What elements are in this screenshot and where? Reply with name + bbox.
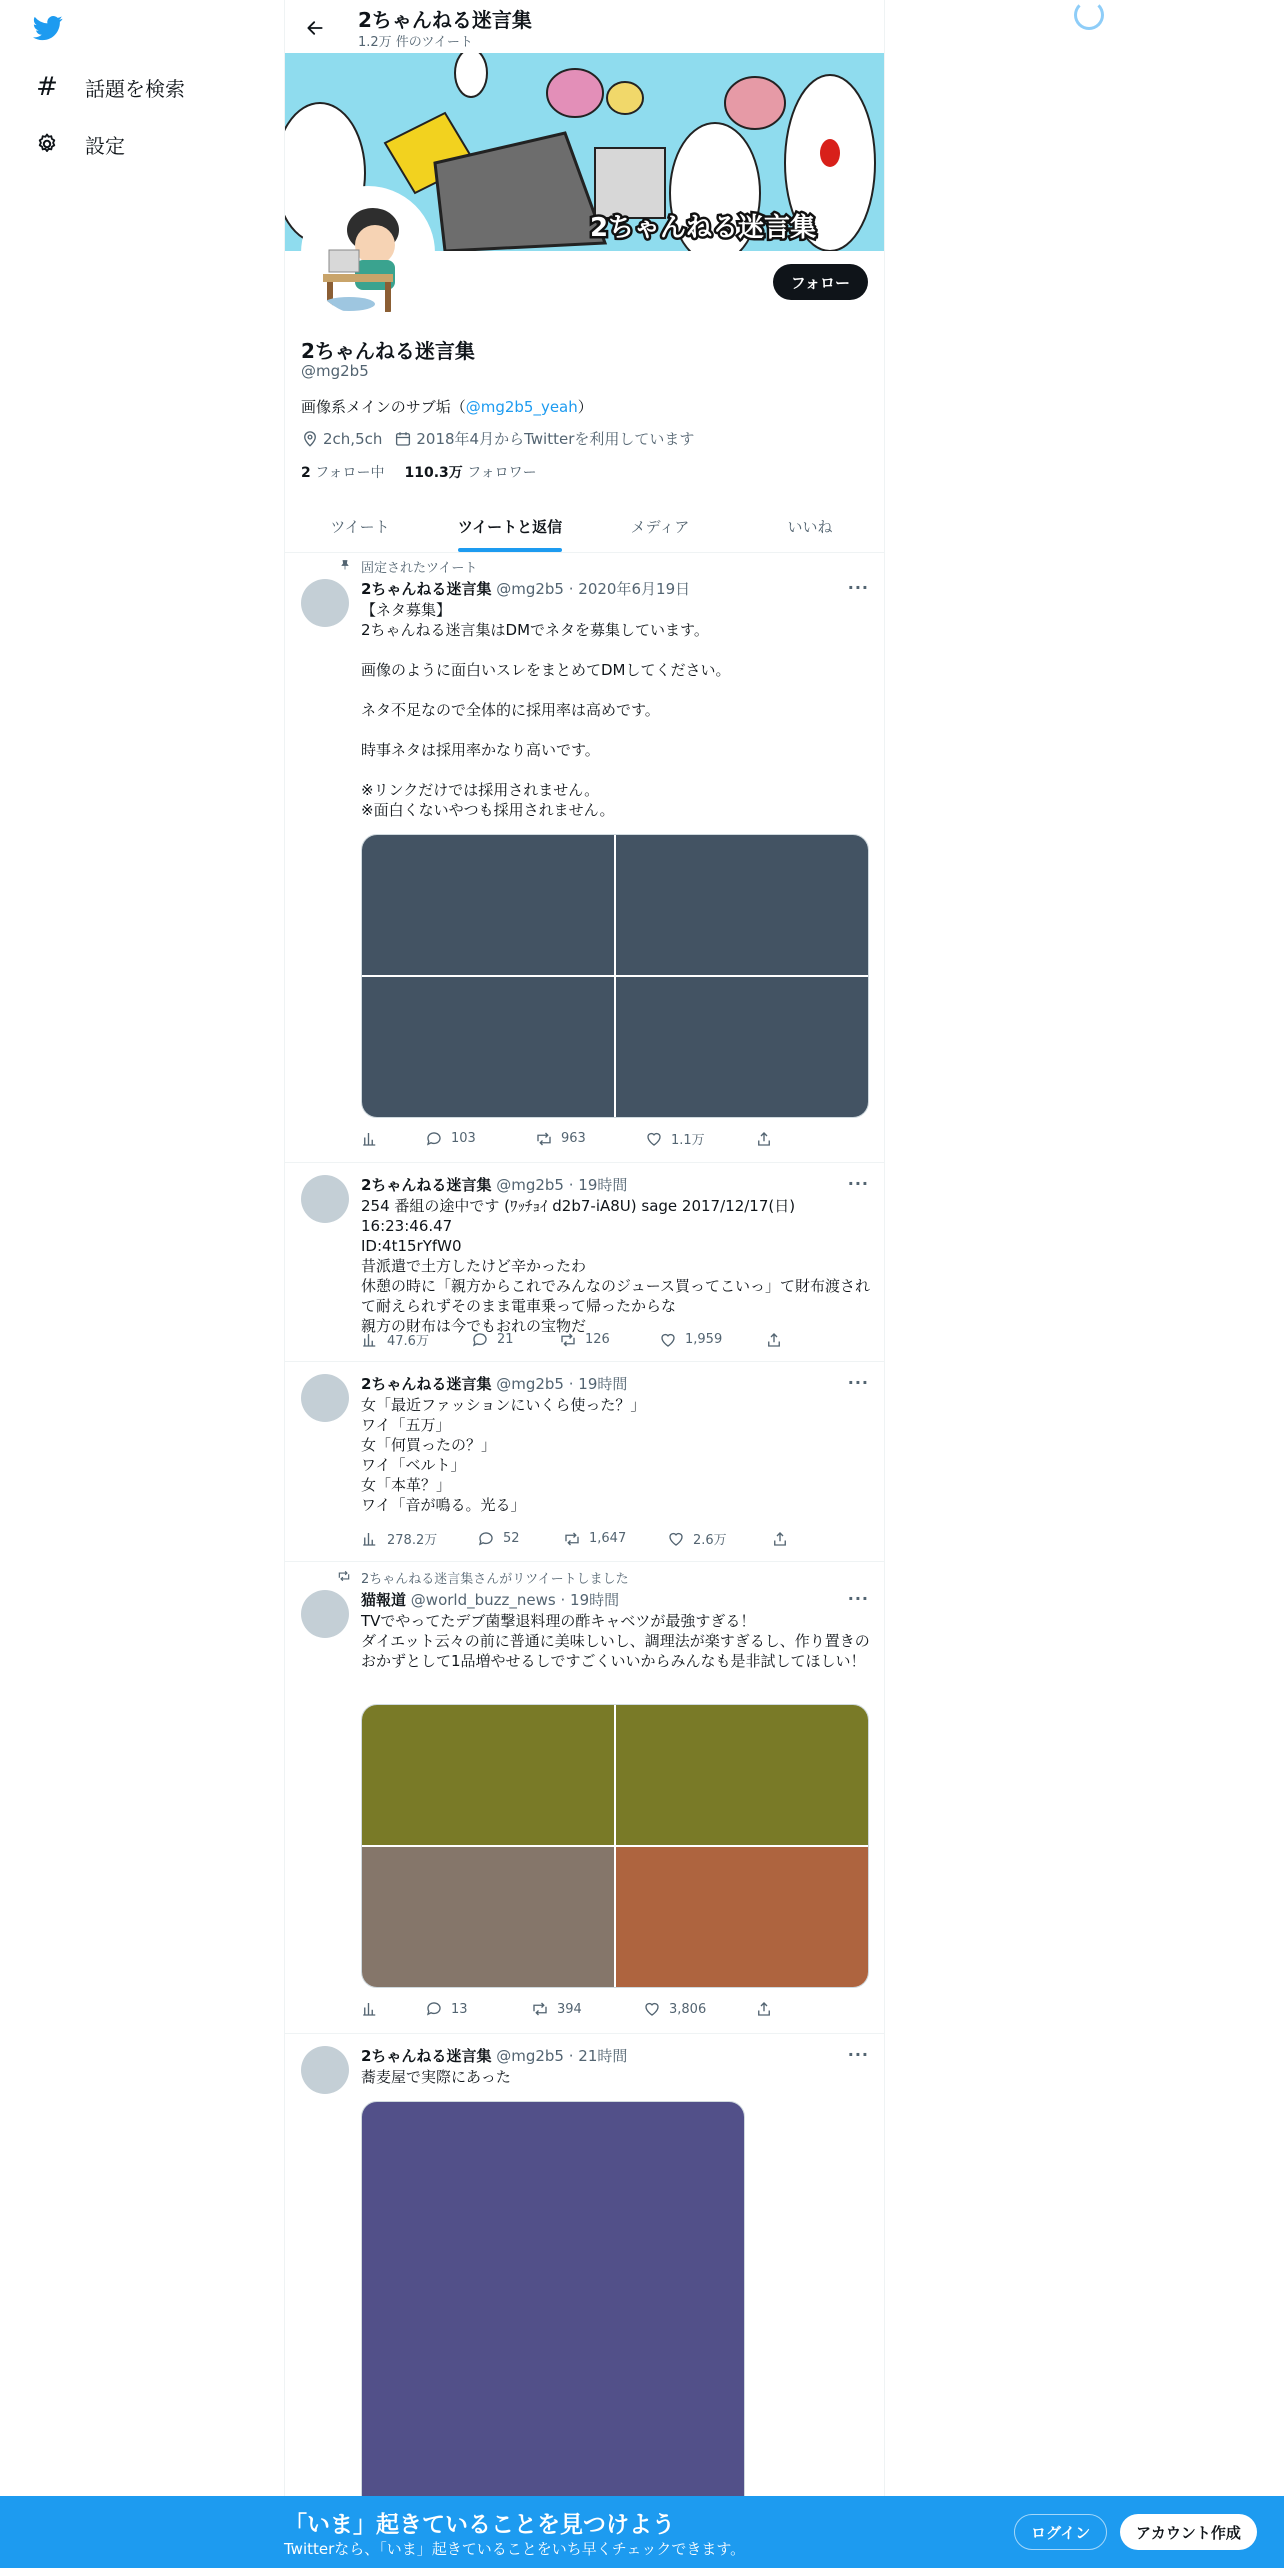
retweet-button[interactable]: 394 [531,2000,643,2018]
author-handle[interactable]: @mg2b5 [496,1375,564,1393]
tab-tweets-and-replies[interactable]: ツイートと返信 [435,500,585,552]
share-button[interactable] [765,1330,783,1349]
profile-stats [301,462,537,482]
profile-tabs [285,500,885,553]
tweet-text: 蕎麦屋で実際にあった [361,2068,511,2086]
analytics-icon [361,1530,379,1548]
retweet-label[interactable]: 2ちゃんねる迷言集さんがリツイートしました [361,1572,629,1587]
tab-likes[interactable]: いいね [787,517,833,536]
calendar-icon [394,430,412,448]
tweet-header [361,1373,627,1394]
tweet-header [361,1589,619,1610]
tweet-actions [361,1129,801,1148]
tab-tweets[interactable]: ツイート [330,517,390,536]
tweet[interactable] [285,2034,885,2568]
share-button[interactable] [771,1529,789,1548]
views-button[interactable]: 47.6万 [361,1330,471,1349]
views-button[interactable]: 278.2万 [361,1529,477,1548]
heart-icon [645,1130,663,1148]
media-image[interactable] [362,1847,614,1987]
bottom-signup-bar [0,2496,1284,2568]
tweet-pinned[interactable] [285,553,885,1163]
media-image[interactable] [362,977,614,1117]
tweet-media-grid [361,1704,869,1988]
reply-button[interactable]: 21 [471,1330,559,1349]
media-image[interactable] [616,977,868,1117]
author-handle[interactable]: @world_buzz_news [410,1591,556,1609]
profile-meta [301,428,694,449]
pinned-context [333,557,477,576]
retweet-button[interactable]: 126 [559,1330,659,1349]
author-name[interactable]: 2ちゃんねる迷言集 [361,580,492,598]
bio-text-end: ） [577,398,593,416]
analytics-icon [361,1130,379,1148]
avatar[interactable] [301,2046,349,2094]
nav-settings[interactable] [33,124,125,164]
pinned-label: 固定されたツイート [361,561,478,576]
nav-explore[interactable] [33,67,185,107]
retweet-icon [559,1331,577,1349]
retweet-icon [531,2000,549,2018]
avatar[interactable] [301,1374,349,1422]
reply-icon [477,1530,495,1548]
heart-icon [643,2000,661,2018]
more-icon[interactable]: ··· [847,1373,869,1392]
tweet-text: 254 番組の途中です (ﾜｯﾁｮｲ d2b7-iA8U) sage 2017/12/17(日) 16:23:46.47 ID:4t15rYfW0 昔派遣で土方したけど辛かったわ 休憩の時に「親方からこれでみんなのジュース買ってこいっ」て財布渡されて耐えられずそのまま電車乗って帰ったからな 親方の財布は今でもおれの宝物だ [361,1197,870,1335]
tweet[interactable] [285,1362,885,1562]
media-image[interactable] [616,1847,868,1987]
heart-icon [659,1331,677,1349]
joined-text: 2018年4月からTwitterを利用しています [416,430,695,448]
retweet-icon [535,1130,553,1148]
share-button[interactable] [755,1129,773,1148]
retweet-button[interactable]: 963 [535,1129,645,1148]
profile-location [301,430,382,448]
following-link[interactable]: 2 フォロー中 [301,465,385,481]
views-button[interactable] [361,1129,425,1148]
author-name[interactable]: 猫報道 [361,1591,407,1609]
login-button[interactable]: ログイン [1014,2514,1107,2550]
gear-icon [33,130,61,158]
tweet-header [361,1174,627,1195]
tweet-text: TVでやってたデブ菌撃退料理の酢キャベツが最強すぎる！ ダイエット云々の前に普通に美味しいし、調理法が楽すぎるし、作り置きのおかずとして1品増やせるしですごくいいからみんなも是非試してほしい！ [361,1612,870,1670]
more-icon[interactable]: ··· [847,1589,869,1608]
share-icon [771,1530,789,1548]
avatar[interactable] [301,1175,349,1223]
header-title: 2ちゃんねる迷言集 [358,8,532,32]
location-text: 2ch,5ch [323,429,383,448]
reply-icon [425,2000,443,2018]
media-image[interactable] [362,1705,614,1845]
tweet-media-grid [361,834,869,1118]
share-icon [755,2000,773,2018]
more-icon[interactable]: ··· [847,578,869,597]
tweet-actions [361,1330,801,1349]
reply-button[interactable]: 52 [477,1529,563,1548]
retweet-icon [333,1569,351,1587]
loading-spinner-icon [1074,0,1104,30]
analytics-icon [361,2000,379,2018]
profile-handle: @mg2b5 [301,362,369,380]
tweet-time[interactable]: · 21時間 [568,2047,628,2065]
follow-button[interactable]: フォロー [773,264,868,300]
nav-settings-label: 設定 [85,133,125,158]
tweet-header [361,2045,627,2066]
profile-joined [394,428,694,449]
tweet[interactable] [285,1163,885,1362]
avatar[interactable] [301,1590,349,1638]
hashtag-icon: # [36,72,58,102]
like-button[interactable]: 2.6万 [667,1529,771,1548]
back-arrow-icon[interactable] [297,10,333,46]
tweet-retweeted[interactable] [285,1562,885,2034]
like-button[interactable]: 1.1万 [645,1129,755,1148]
tweet-text: 【ネタ募集】 2ちゃんねる迷言集はDMでネタを募集しています。 画像のように面白いスレをまとめてDMしてください。 ネタ不足なので全体的に採用率は高めです。 時事ネタは採用率かなり高いです。 ※リンクだけでは採用されません。 ※面白くないやつも採用されません。 [361,601,731,819]
author-name[interactable]: 2ちゃんねる迷言集 [361,1176,492,1194]
bottom-bar-title: 「いま」起きていることを見つけよう [284,2512,675,2538]
twitter-logo-icon[interactable] [31,13,65,43]
bio-link[interactable]: @mg2b5_yeah [465,398,578,416]
more-icon[interactable]: ··· [847,2045,869,2064]
share-icon [755,1130,773,1148]
location-pin-icon [301,430,319,448]
retweet-context [333,1568,629,1587]
signup-button[interactable]: アカウント作成 [1120,2514,1257,2550]
header-tweet-count: 1.2万 件のツイート [358,35,473,50]
retweet-button[interactable]: 1,647 [563,1529,667,1548]
bio-text: 画像系メインのサブ垢（ [301,398,466,416]
bottom-bar-subtitle: Twitterなら、「いま」起きていることをいち早くチェックできます。 [284,2540,746,2558]
avatar[interactable] [301,579,349,627]
profile-name: 2ちゃんねる迷言集 [301,339,475,363]
author-handle[interactable]: @mg2b5 [496,580,564,598]
author-name[interactable]: 2ちゃんねる迷言集 [361,2047,492,2065]
tweet-time[interactable]: · 2020年6月19日 [568,580,691,598]
author-name[interactable]: 2ちゃんねる迷言集 [361,1375,492,1393]
reply-icon [425,1130,443,1148]
share-icon [765,1331,783,1349]
author-handle[interactable]: @mg2b5 [496,2047,564,2065]
like-button[interactable]: 3,806 [643,2000,755,2018]
reply-button[interactable]: 103 [425,1129,535,1148]
nav-explore-label: 話題を検索 [85,76,185,101]
profile-avatar[interactable] [301,186,435,320]
media-image[interactable] [362,835,614,975]
heart-icon [667,1530,685,1548]
retweet-icon [563,1530,581,1548]
pin-icon [333,558,351,576]
profile-bio [301,396,593,417]
tweet-time[interactable]: · 19時間 [568,1176,628,1194]
tweet-time[interactable]: · 19時間 [560,1591,620,1609]
tweet-header [361,578,690,599]
profile-header [285,0,885,53]
media-image[interactable] [616,835,868,975]
like-button[interactable]: 1,959 [659,1330,765,1349]
banner-text: 2ちゃんねる迷言集 [589,213,817,243]
tweet-actions [361,1529,801,1548]
tweet-time[interactable]: · 19時間 [568,1375,628,1393]
tab-media[interactable]: メディア [630,517,690,536]
views-button[interactable] [361,2000,425,2018]
analytics-icon [361,1331,379,1349]
reply-icon [471,1331,489,1349]
main-column [284,0,885,2568]
followers-link[interactable]: 110.3万 フォロワー [404,465,537,481]
share-button[interactable] [755,2000,773,2018]
author-handle[interactable]: @mg2b5 [496,1176,564,1194]
tweet-actions [361,2000,801,2018]
tweet-text: 女「最近ファッションにいくら使った？」 ワイ「五万」 女「何買ったの？」 ワイ「ベルト」 女「本革？」 ワイ「音が鳴る。光る」 [361,1396,646,1514]
reply-button[interactable]: 13 [425,2000,531,2018]
media-image[interactable] [616,1705,868,1845]
more-icon[interactable]: ··· [847,1174,869,1193]
